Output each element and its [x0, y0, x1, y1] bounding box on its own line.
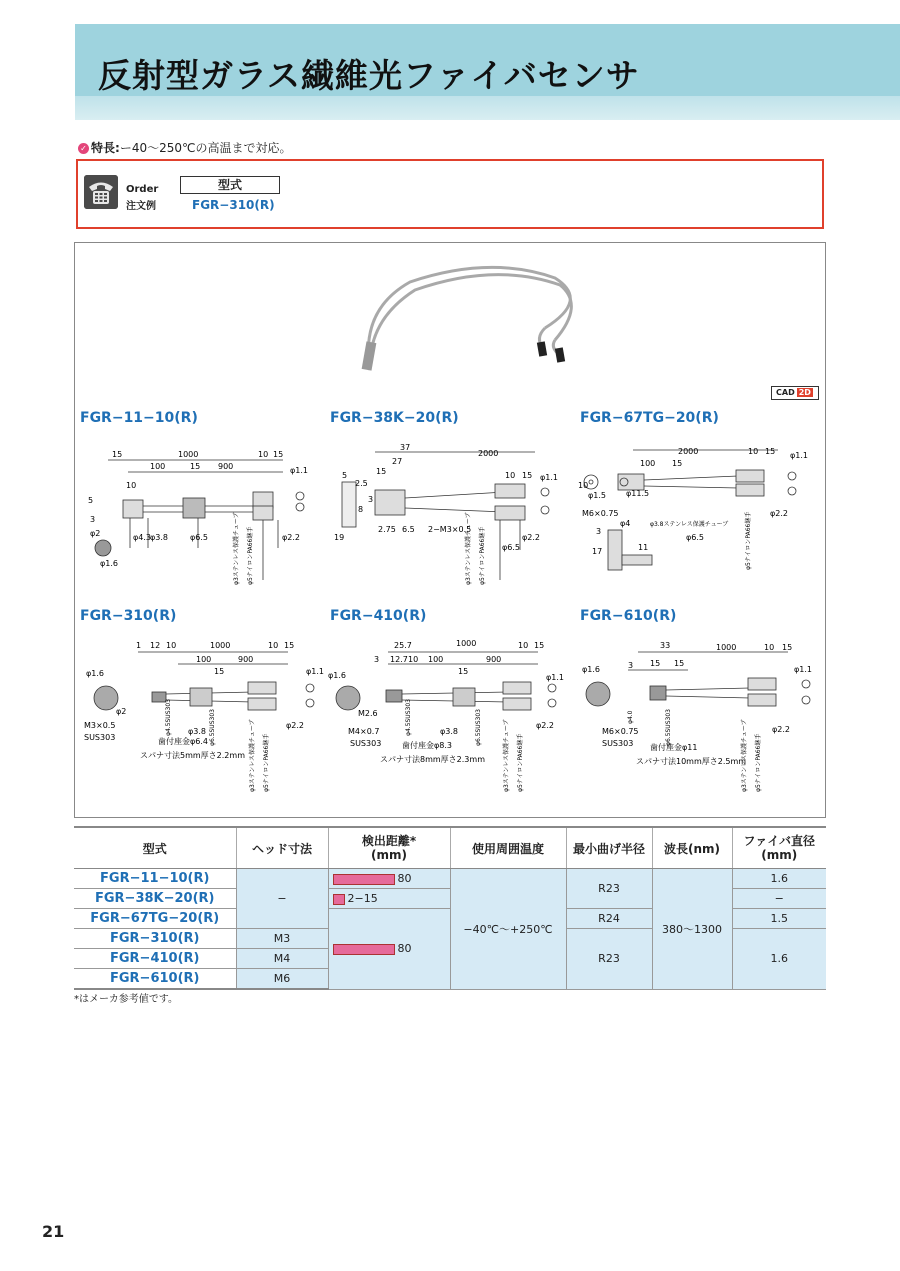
dim-label: φ3.8ステンレス保護チューブ [650, 521, 729, 528]
dim-label: φ1.6 [582, 665, 600, 674]
dim-label: 10 [518, 641, 529, 650]
distance-value: 80 [397, 942, 412, 956]
dim-label: 3 [90, 515, 96, 524]
page-title: 反射型ガラス繊維光ファイバセンサ [98, 56, 640, 95]
dim-label: 1 [136, 641, 142, 650]
dim-label: 歯付座金φ6.4 [158, 737, 208, 746]
dim-label: 15 [214, 667, 225, 676]
model-cell: FGR−67TG−20(R) [74, 909, 236, 929]
col-header-distance: 検出距離* (mm) [328, 827, 450, 869]
wavelength-cell: 380～1300 [652, 869, 732, 990]
dim-label: φ3ステンレス保護チューブ [465, 512, 472, 585]
dim-label: SUS303 [350, 739, 382, 748]
diameter-cell: 1.6 [732, 869, 826, 889]
dim-label: 33 [660, 641, 671, 650]
dim-label: φ3ステンレス保護チューブ [249, 719, 256, 792]
col-header-head: ヘッド寸法 [236, 827, 328, 869]
dim-label: φ4.0 [627, 710, 634, 724]
dim-label: 5 [342, 471, 348, 480]
dim-label: 3 [596, 527, 602, 536]
model-cell: FGR−38K−20(R) [74, 889, 236, 909]
dim-label: SUS303 [602, 739, 634, 748]
dim-label: φ1.6 [86, 669, 104, 678]
model-cell: FGR−310(R) [74, 929, 236, 949]
dim-label: M4×0.7 [348, 727, 380, 736]
dim-label: 15 [534, 641, 545, 650]
distance-cell [328, 909, 450, 990]
table-row [74, 869, 826, 889]
dim-label: 15 [765, 447, 776, 456]
dim-label: φ4.5SUS303 [405, 699, 412, 736]
dim-label: φ1.1 [290, 466, 308, 475]
dim-label: φ1.6 [100, 559, 118, 568]
cad-label: CAD [776, 388, 795, 397]
distance-bar [333, 894, 345, 905]
dim-label: φ3.8 [150, 533, 168, 542]
col-header-model: 型式 [74, 827, 236, 869]
dim-label: φ3.8 [440, 727, 458, 736]
dim-label: 19 [334, 533, 345, 542]
model-header-box: 型式 [180, 176, 280, 194]
dim-label: 10 [578, 481, 589, 490]
dim-label: 100 [196, 655, 212, 664]
dim-label: 5 [88, 496, 94, 505]
radius-cell: R24 [566, 909, 652, 929]
model-cell: FGR−610(R) [74, 969, 236, 990]
dim-label: 2000 [678, 447, 699, 456]
distance-bar [333, 944, 395, 955]
dim-label: φ2.2 [770, 509, 788, 518]
dim-label: 15 [458, 667, 469, 676]
dim-label: φ1.1 [546, 673, 564, 682]
order-label-jp: 注文例 [126, 201, 156, 212]
diagram-title-fgr-38k-20: FGR−38K−20(R) [330, 410, 459, 426]
feature-text: ー40～250℃の高温まで対応。 [119, 141, 292, 155]
distance-bar [333, 874, 395, 885]
radius-cell: R23 [566, 869, 652, 909]
diagram-title-fgr-11-10: FGR−11−10(R) [80, 410, 198, 426]
dim-label: φ1.1 [790, 451, 808, 460]
dim-label: SUS303 [84, 733, 116, 742]
dim-label: φ2.2 [286, 721, 304, 730]
dim-label: 2.5 [355, 479, 368, 488]
dim-label: φ4.3 [133, 533, 151, 542]
head-cell: M6 [236, 969, 328, 990]
cad-2d-badge [771, 386, 819, 400]
dim-label: 15 [190, 462, 201, 471]
dim-label: M6×0.75 [602, 727, 639, 736]
dim-label: 1000 [178, 450, 199, 459]
distance-cell [328, 889, 450, 909]
product-photo [340, 250, 600, 380]
dim-label: φ6.5SUS303 [209, 709, 216, 746]
dim-label: φ3ステンレス保護チューブ [741, 719, 748, 792]
dim-label: 6.5 [402, 525, 415, 534]
dim-label: 27 [392, 457, 403, 466]
radius-cell: R23 [566, 929, 652, 990]
dim-label: 15 [674, 659, 685, 668]
dim-label: φ5ナイロンPA66継手 [755, 733, 762, 792]
dim-label: φ3ステンレス保護チューブ [503, 719, 510, 792]
dim-label: 900 [486, 655, 502, 664]
spec-table [74, 826, 826, 990]
dim-label: φ4 [620, 519, 631, 528]
col-header-diameter: ファイバ直径 (mm) [732, 827, 826, 869]
dim-label: 12.7 [390, 655, 408, 664]
head-cell: − [236, 869, 328, 929]
dim-label: 1000 [456, 639, 477, 648]
head-cell: M4 [236, 949, 328, 969]
dim-label: 15 [672, 459, 683, 468]
dim-label: 100 [150, 462, 166, 471]
dim-label: 15 [284, 641, 295, 650]
dim-label: φ2.2 [772, 725, 790, 734]
dim-label: 10 [268, 641, 279, 650]
dim-label: 15 [650, 659, 661, 668]
dim-label: φ1.1 [306, 667, 324, 676]
dim-label: 900 [218, 462, 234, 471]
dim-label: φ6.5SUS303 [665, 709, 672, 746]
dim-label: 10 [258, 450, 269, 459]
dim-label: 歯付座金φ8.3 [402, 741, 452, 750]
diagram-title-fgr-610: FGR−610(R) [580, 608, 677, 624]
dim-label: 900 [238, 655, 254, 664]
distance-value: 2−15 [347, 892, 378, 905]
feature-line [78, 139, 291, 156]
head-cell: M3 [236, 929, 328, 949]
drawing-fgr-11-10 [78, 440, 318, 590]
dim-label: φ5ナイロンPA66継手 [517, 733, 524, 792]
diameter-cell: 1.6 [732, 929, 826, 990]
dim-label: 2−M3×0.5 [428, 525, 472, 534]
dim-label: φ5ナイロンPA66継手 [247, 526, 254, 585]
dim-label: 15 [782, 643, 793, 652]
order-label-en: Order [126, 184, 159, 195]
dim-label: φ3.8 [188, 727, 206, 736]
dim-label: 17 [592, 547, 603, 556]
dim-label: 12 [150, 641, 161, 650]
dim-label: φ2.2 [522, 533, 540, 542]
dim-label: 100 [428, 655, 444, 664]
diagram-title-fgr-310: FGR−310(R) [80, 608, 177, 624]
dim-label: 10 [748, 447, 759, 456]
col-header-radius: 最小曲げ半径 [566, 827, 652, 869]
dim-label: 10 [166, 641, 177, 650]
footnote: *はメーカ参考値です。 [74, 994, 178, 1005]
dim-label: φ1.1 [794, 665, 812, 674]
feature-icon: ✓ [78, 143, 89, 154]
phone-icon [84, 175, 118, 209]
dim-label: φ1.6 [328, 671, 346, 680]
dim-label: 3 [628, 661, 634, 670]
dim-label: M3×0.5 [84, 721, 116, 730]
diagram-title-fgr-410: FGR−410(R) [330, 608, 427, 624]
dim-label: スパナ寸法5mm厚さ2.2mm [140, 751, 245, 760]
table-header-row [74, 827, 826, 869]
dim-label: M2.6 [358, 709, 378, 718]
dim-label: 2000 [478, 449, 499, 458]
dim-label: φ5ナイロンPA66継手 [263, 733, 270, 792]
title-banner-shade [75, 96, 900, 120]
dim-label: 25.7 [394, 641, 412, 650]
diameter-cell: 1.5 [732, 909, 826, 929]
dim-label: φ5ナイロンPA66継手 [745, 511, 752, 570]
sensor-head [362, 341, 377, 370]
dim-label: 15 [273, 450, 284, 459]
dim-label: 15 [376, 467, 387, 476]
dim-label: 3 [374, 655, 380, 664]
order-example-box [76, 159, 824, 229]
dim-label: 10 [505, 471, 516, 480]
diameter-cell: − [732, 889, 826, 909]
dim-label: スパナ寸法10mm厚さ2.5mm [636, 757, 747, 766]
drawing-fgr-38k-20 [330, 440, 570, 590]
dim-label: φ1.5 [588, 491, 606, 500]
diagram-title-fgr-67tg-20: FGR−67TG−20(R) [580, 410, 719, 426]
dim-label: 8 [358, 505, 364, 514]
cad-2d-tag: 2D [798, 388, 811, 397]
dim-label: φ4.5SUS303 [165, 699, 172, 736]
drawing-fgr-67tg-20 [578, 440, 818, 590]
drawing-fgr-410 [328, 636, 568, 796]
dim-label: φ1.1 [540, 473, 558, 482]
col-header-wavelength: 波長(nm) [652, 827, 732, 869]
dim-label: 10 [408, 655, 419, 664]
dim-label: φ2 [90, 529, 101, 538]
model-cell: FGR−11−10(R) [74, 869, 236, 889]
dim-label: φ6.5 [190, 533, 208, 542]
dim-label: 歯付座金φ11 [650, 743, 698, 752]
dim-label: φ2 [116, 707, 127, 716]
dim-label: φ6.5 [686, 533, 704, 542]
temperature-cell: −40℃～+250℃ [450, 869, 566, 990]
dim-label: スパナ寸法8mm厚さ2.3mm [380, 755, 485, 764]
model-example: FGR−310(R) [192, 198, 275, 212]
dim-label: 11 [638, 543, 649, 552]
dim-label: 1000 [716, 643, 737, 652]
dim-label: 100 [640, 459, 656, 468]
col-header-temperature: 使用周囲温度 [450, 827, 566, 869]
dim-label: 3 [368, 495, 374, 504]
dim-label: φ6.5SUS303 [475, 709, 482, 746]
dim-label: M6×0.75 [582, 509, 619, 518]
dim-label: 15 [522, 471, 533, 480]
page-number: 21 [42, 1222, 65, 1241]
dim-label: 10 [126, 481, 137, 490]
distance-cell [328, 869, 450, 889]
model-cell: FGR−410(R) [74, 949, 236, 969]
feature-label: 特長: [91, 141, 120, 155]
dim-label: φ5ナイロンPA66継手 [479, 526, 486, 585]
dim-label: φ2.2 [536, 721, 554, 730]
drawing-fgr-610 [578, 636, 818, 796]
dim-label: φ2.2 [282, 533, 300, 542]
drawing-fgr-310 [78, 636, 324, 796]
dim-label: 2.75 [378, 525, 396, 534]
dim-label: φ6.5 [502, 543, 520, 552]
distance-value: 80 [397, 872, 412, 885]
dim-label: 1000 [210, 641, 231, 650]
dim-label: 15 [112, 450, 123, 459]
dim-label: 10 [764, 643, 775, 652]
dim-label: φ3ステンレス保護チューブ [233, 512, 240, 585]
dim-label: φ11.5 [626, 489, 650, 498]
dim-label: 37 [400, 443, 411, 452]
